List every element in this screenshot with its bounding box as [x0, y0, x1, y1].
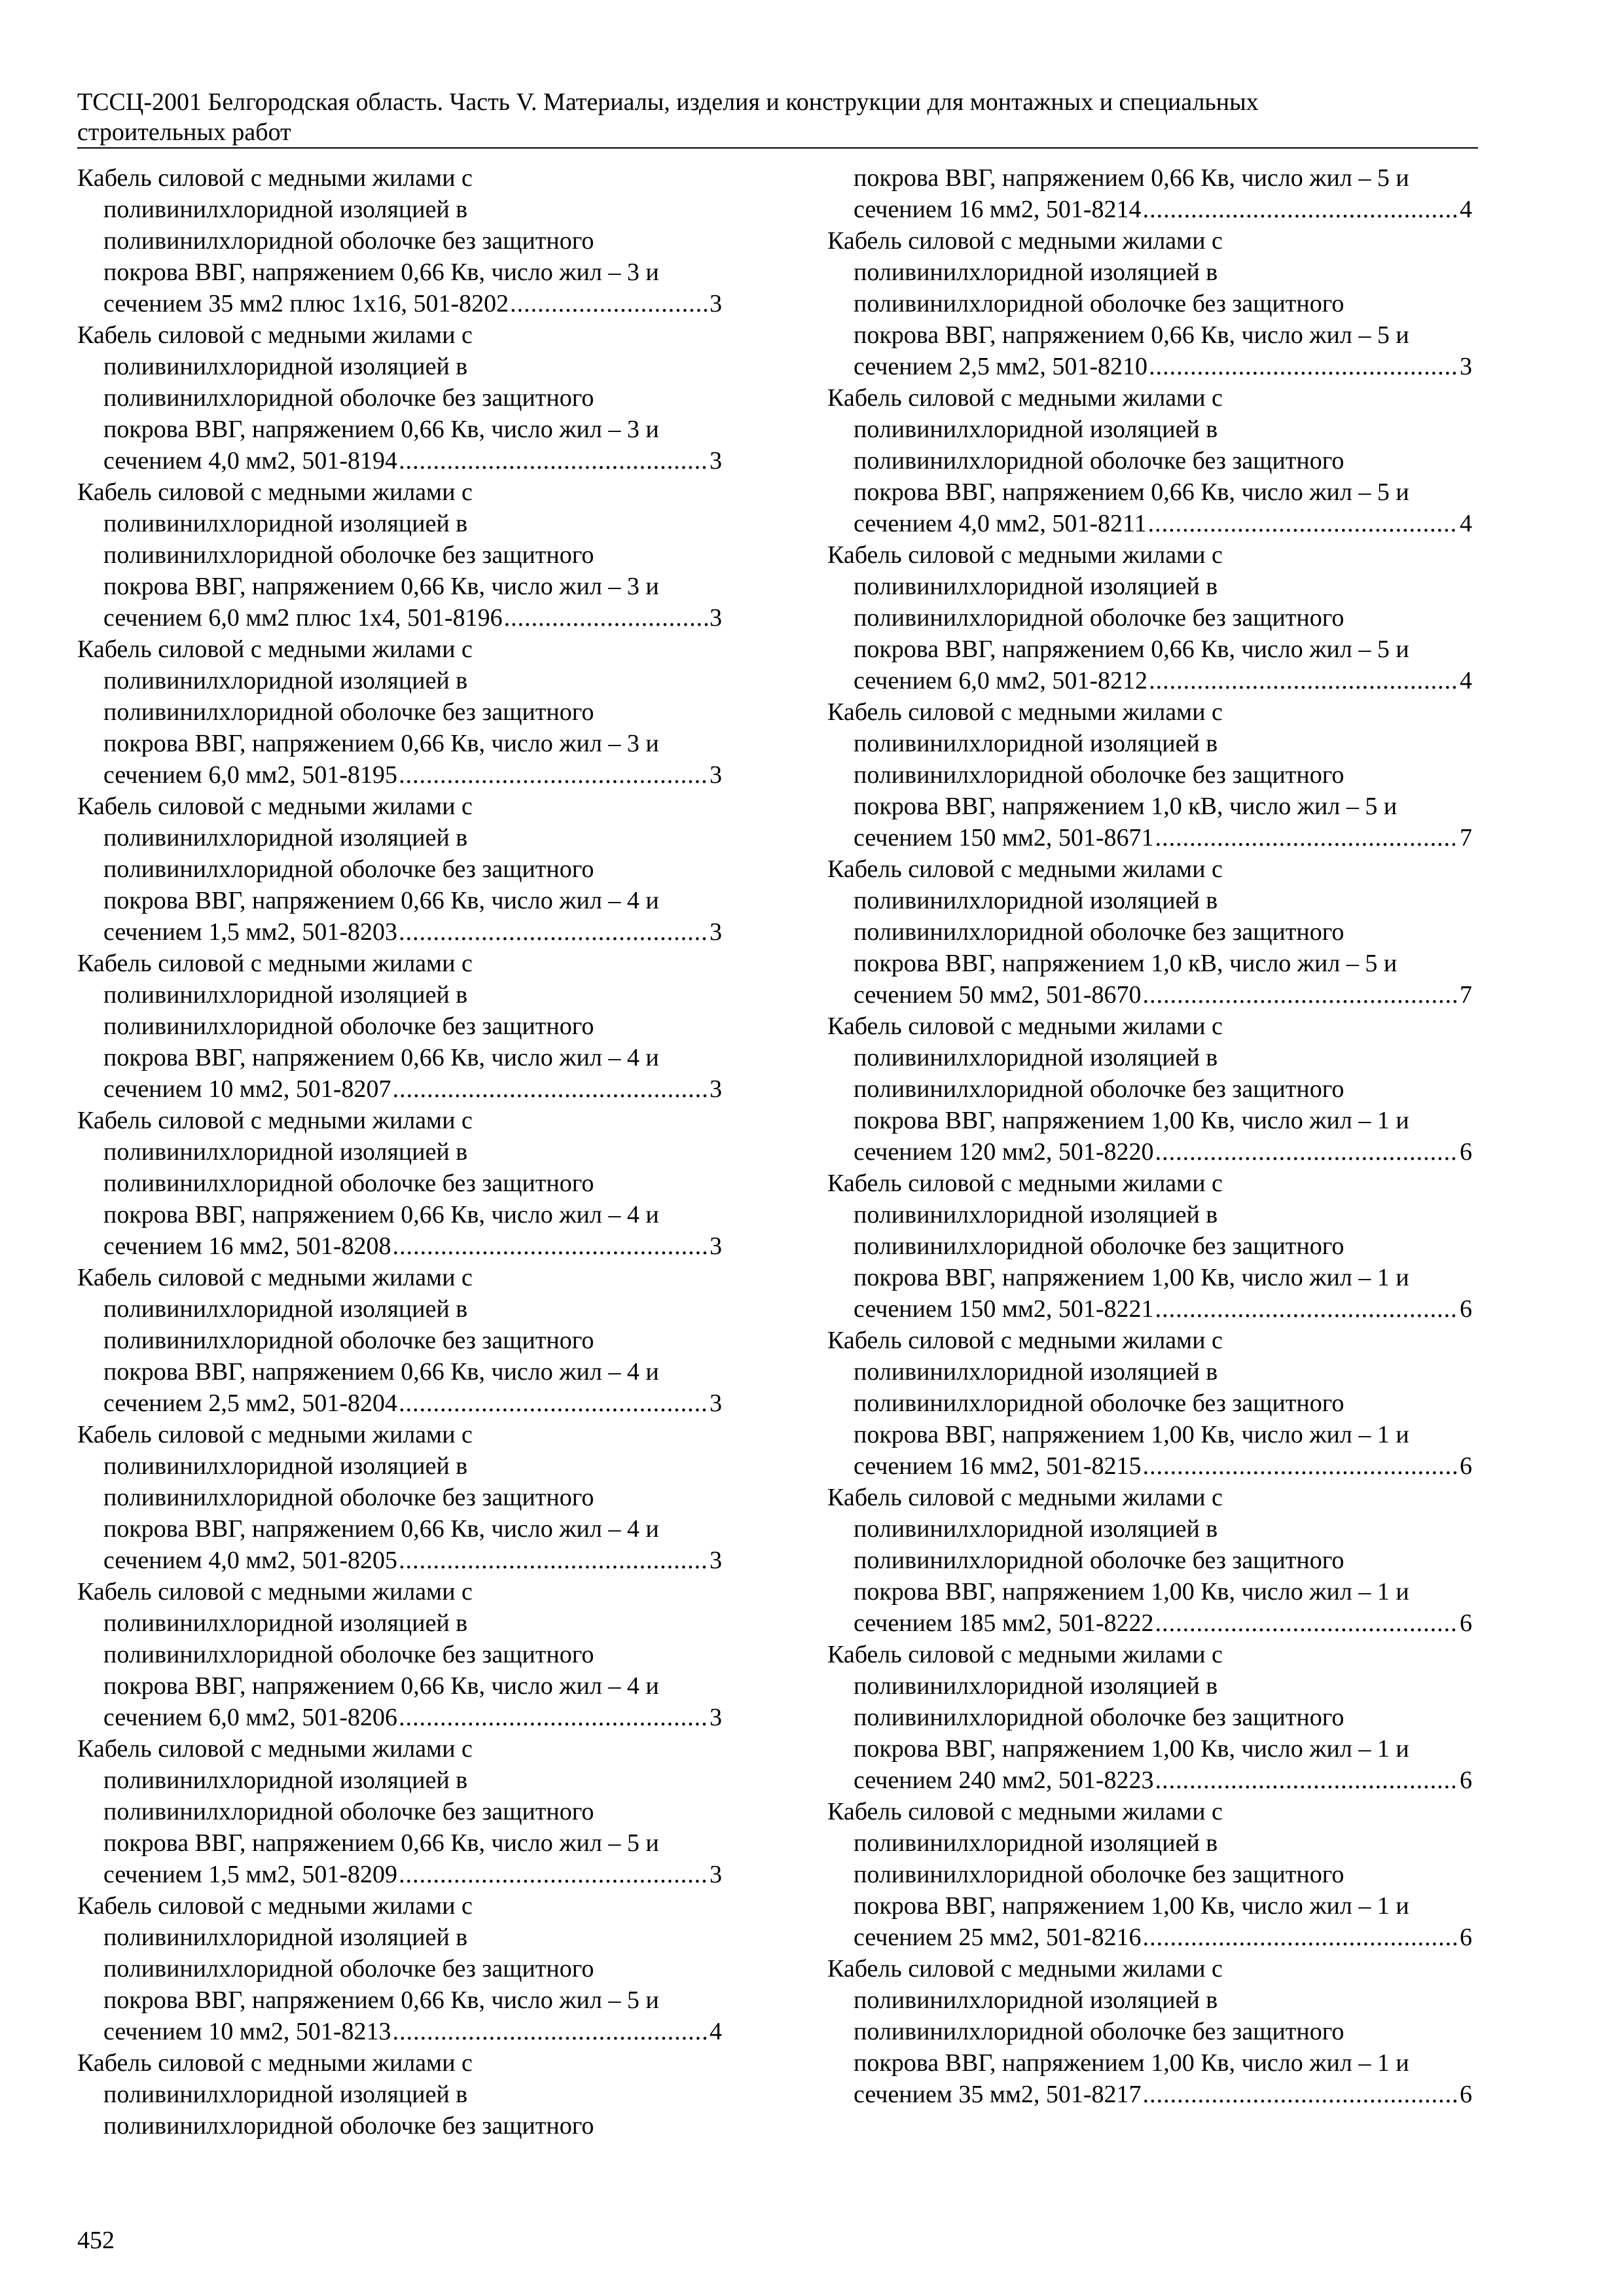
entry-text: покрова ВВГ, напряжением 1,00 Кв, число жил – 1 и	[854, 1735, 1409, 1763]
entry-text: сечением 16 мм2, 501-8215	[854, 1452, 1142, 1480]
entry-line-with-page	[827, 1922, 1472, 1953]
index-entry	[77, 791, 722, 948]
entry-text: поливинилхлоридной оболочке без защитного	[103, 1798, 594, 1825]
page-number: 452	[77, 2227, 115, 2254]
entry-text: поливинилхлоридной изоляцией в	[103, 1452, 468, 1480]
entry-line-with-page	[827, 665, 1472, 696]
dot-leader	[393, 1073, 708, 1105]
entry-text: Кабель силовой с медными жилами с	[827, 1170, 1223, 1197]
entry-text: Кабель силовой с медными жилами с	[827, 1484, 1223, 1511]
entry-text: покрова ВВГ, напряжением 0,66 Кв, число жил – 4 и	[103, 1201, 659, 1229]
entry-text: поливинилхлоридной изоляцией в	[854, 1515, 1218, 1543]
entry-text: покрова ВВГ, напряжением 1,00 Кв, число жил – 1 и	[854, 1892, 1409, 1920]
dot-leader	[504, 602, 708, 634]
entry-text: сечением 35 мм2 плюс 1х16, 501-8202	[103, 290, 509, 317]
entry-text: поливинилхлоридной изоляцией в	[854, 259, 1218, 286]
entry-text: поливинилхлоридной оболочке без защитного	[103, 1641, 594, 1668]
entry-text: покрова ВВГ, напряжением 0,66 Кв, число жил – 3 и	[103, 259, 659, 286]
entry-line-with-page	[827, 822, 1472, 853]
dot-leader	[1143, 979, 1458, 1011]
entry-text: Кабель силовой с медными жилами с	[77, 1892, 473, 1920]
entry-text: поливинилхлоридной изоляцией в	[103, 1295, 468, 1323]
entry-text: Кабель силовой с медными жилами с	[77, 164, 473, 192]
entry-text: поливинилхлоридной изоляцией в	[854, 1358, 1218, 1386]
entry-text: сечением 6,0 мм2, 501-8195	[103, 761, 398, 789]
entry-text: Кабель силовой с медными жилами с	[77, 1735, 473, 1763]
entry-text: поливинилхлоридной оболочке без защитного	[854, 918, 1344, 946]
entry-text: поливинилхлоридной оболочке без защитного	[103, 541, 594, 569]
entry-text: покрова ВВГ, напряжением 0,66 Кв, число жил – 4 и	[103, 1672, 659, 1700]
entry-text: поливинилхлоридной оболочке без защитного	[103, 1484, 594, 1511]
entry-text: покрова ВВГ, напряжением 1,00 Кв, число жил – 1 и	[854, 1421, 1409, 1448]
entry-text: поливинилхлоридной оболочке без защитного	[854, 1861, 1344, 1888]
entry-text: покрова ВВГ, напряжением 0,66 Кв, число жил – 3 и	[103, 573, 659, 600]
dot-leader	[399, 445, 708, 476]
entry-text: покрова ВВГ, напряжением 0,66 Кв, число жил – 4 и	[103, 1044, 659, 1071]
header-title: ТССЦ-2001 Белгородская область. Часть V. Материалы, изделия и конструкции для монтажных и специальных	[77, 88, 1259, 116]
entry-text: поливинилхлоридной изоляцией в	[854, 416, 1218, 443]
entry-text: поливинилхлоридной оболочке без защитного	[854, 447, 1344, 475]
index-entry	[77, 1262, 722, 1419]
entry-text: поливинилхлоридной изоляцией в	[103, 2081, 468, 2108]
entry-line-with-page	[77, 916, 722, 948]
entry-page-ref: 3	[710, 1390, 722, 1417]
entry-line-with-page	[77, 1388, 722, 1419]
entry-text: поливинилхлоридной оболочке без защитного	[854, 1547, 1344, 1574]
index-entry	[77, 1576, 722, 1733]
entry-text: Кабель силовой с медными жилами с	[77, 1107, 473, 1134]
entry-text: сечением 185 мм2, 501-8222	[854, 1609, 1154, 1637]
index-entry	[77, 476, 722, 634]
index-entry	[77, 1733, 722, 1890]
index-entry	[77, 948, 722, 1105]
entry-text: поливинилхлоридной изоляцией в	[854, 573, 1218, 600]
dot-leader	[399, 916, 708, 948]
dot-leader	[399, 1545, 708, 1576]
entry-text: поливинилхлоридной изоляцией в	[854, 1201, 1218, 1229]
entry-text: поливинилхлоридной оболочке без защитного	[854, 604, 1344, 632]
dot-leader	[399, 759, 708, 791]
entry-page-ref: 3	[710, 290, 722, 317]
entry-text: Кабель силовой с медными жилами с	[77, 1264, 473, 1291]
entry-page-ref: 7	[1460, 824, 1472, 852]
entry-text: поливинилхлоридной оболочке без защитного	[103, 227, 594, 255]
dot-leader	[1143, 1922, 1458, 1953]
entry-text: сечением 1,5 мм2, 501-8209	[103, 1861, 398, 1888]
entry-page-ref: 6	[1460, 1924, 1472, 1951]
entry-page-ref: 3	[710, 447, 722, 475]
entry-page-ref: 6	[1460, 1295, 1472, 1323]
entry-text: сечением 240 мм2, 501-8223	[854, 1767, 1154, 1794]
entry-text: Кабель силовой с медными жилами с	[827, 698, 1223, 726]
entry-text: поливинилхлоридной изоляцией в	[103, 1767, 468, 1794]
entry-text: поливинилхлоридной изоляцией в	[854, 1672, 1218, 1700]
entry-page-ref: 6	[1460, 1452, 1472, 1480]
entry-text: сечением 1,5 мм2, 501-8203	[103, 918, 398, 946]
dot-leader	[1155, 822, 1458, 853]
index-entry	[827, 382, 1472, 539]
entry-line-with-page	[77, 602, 722, 634]
dot-leader	[1155, 1136, 1458, 1168]
index-entry	[77, 634, 722, 791]
entry-line-with-page	[827, 979, 1472, 1011]
entry-text: Кабель силовой с медными жилами с	[77, 950, 473, 977]
entry-text: покрова ВВГ, напряжением 0,66 Кв, число жил – 5 и	[854, 636, 1409, 663]
entry-text: сечением 2,5 мм2, 501-8210	[854, 353, 1148, 380]
entry-text: сечением 4,0 мм2, 501-8205	[103, 1547, 398, 1574]
header-title-continued: строительных работ	[77, 118, 291, 146]
entry-page-ref: 3	[710, 918, 722, 946]
entry-text: поливинилхлоридной изоляцией в	[103, 510, 468, 537]
entry-text: сечением 4,0 мм2, 501-8194	[103, 447, 398, 475]
index-entry	[77, 1419, 722, 1576]
entry-page-ref: 3	[710, 1704, 722, 1731]
entry-text: поливинилхлоридной изоляцией в	[854, 1986, 1218, 2014]
entry-text: покрова ВВГ, напряжением 0,66 Кв, число жил – 5 и	[854, 321, 1409, 349]
entry-text: поливинилхлоридной изоляцией в	[103, 196, 468, 223]
entry-text: поливинилхлоридной оболочке без защитного	[103, 1955, 594, 1982]
entry-page-ref: 4	[1460, 196, 1472, 223]
index-entry	[827, 162, 1472, 225]
dot-leader	[510, 288, 708, 319]
entry-text: поливинилхлоридной изоляцией в	[103, 1924, 468, 1951]
entry-line-with-page	[77, 1545, 722, 1576]
entry-text: поливинилхлоридной изоляцией в	[103, 667, 468, 694]
entry-text: поливинилхлоридной изоляцией в	[103, 1138, 468, 1166]
index-entry	[77, 1105, 722, 1262]
entry-text: сечением 10 мм2, 501-8213	[103, 2018, 391, 2045]
entry-page-ref: 4	[710, 2018, 722, 2045]
entry-line-with-page	[77, 1859, 722, 1890]
entry-text: покрова ВВГ, напряжением 0,66 Кв, число жил – 3 и	[103, 730, 659, 757]
entry-page-ref: 3	[710, 1232, 722, 1260]
entry-text: покрова ВВГ, напряжением 1,00 Кв, число жил – 1 и	[854, 1578, 1409, 1605]
entry-text: покрова ВВГ, напряжением 0,66 Кв, число жил – 5 и	[854, 164, 1409, 192]
entry-text: поливинилхлоридной оболочке без защитного	[103, 1327, 594, 1354]
entry-line-with-page	[77, 2016, 722, 2047]
index-entry	[77, 2047, 722, 2142]
entry-text: покрова ВВГ, напряжением 0,66 Кв, число жил – 5 и	[854, 478, 1409, 506]
entry-text: поливинилхлоридной изоляцией в	[854, 730, 1218, 757]
index-entry	[77, 1890, 722, 2047]
index-entry	[827, 225, 1472, 382]
entry-text: Кабель силовой с медными жилами с	[77, 1578, 473, 1605]
index-entry	[827, 539, 1472, 696]
entry-page-ref: 6	[1460, 1138, 1472, 1166]
dot-leader	[1143, 1450, 1458, 1482]
entry-text: Кабель силовой с медными жилами с	[827, 384, 1223, 412]
index-entry	[827, 1796, 1472, 1953]
entry-page-ref: 6	[1460, 1767, 1472, 1794]
entry-text: Кабель силовой с медными жилами с	[77, 636, 473, 663]
entry-text: поливинилхлоридной оболочке без защитного	[103, 2112, 594, 2140]
entry-line-with-page	[827, 1450, 1472, 1482]
entry-text: поливинилхлоридной оболочке без защитного	[103, 384, 594, 412]
entry-text: Кабель силовой с медными жилами с	[827, 227, 1223, 255]
entry-text: покрова ВВГ, напряжением 0,66 Кв, число жил – 4 и	[103, 1358, 659, 1386]
index-entry	[827, 696, 1472, 853]
dot-leader	[1143, 194, 1458, 225]
entry-line-with-page	[827, 1293, 1472, 1325]
entry-page-ref: 3	[710, 761, 722, 789]
entry-page-ref: 3	[710, 1075, 722, 1103]
entry-text: сечением 2,5 мм2, 501-8204	[103, 1390, 398, 1417]
entry-text: поливинилхлоридной оболочке без защитного	[854, 1390, 1344, 1417]
index-column-right	[827, 162, 1472, 2110]
entry-page-ref: 4	[1460, 667, 1472, 694]
running-header	[77, 87, 1478, 149]
entry-text: покрова ВВГ, напряжением 0,66 Кв, число жил – 5 и	[103, 1829, 659, 1857]
entry-text: сечением 150 мм2, 501-8671	[854, 824, 1154, 852]
index-entry	[77, 319, 722, 476]
entry-text: Кабель силовой с медными жилами с	[827, 1327, 1223, 1354]
entry-page-ref: 6	[1460, 2081, 1472, 2108]
entry-page-ref: 3	[1460, 353, 1472, 380]
entry-line-with-page	[77, 288, 722, 319]
index-column-left	[77, 162, 722, 2142]
dot-leader	[399, 1702, 708, 1733]
entry-text: сечением 150 мм2, 501-8221	[854, 1295, 1154, 1323]
index-entry	[827, 1168, 1472, 1325]
dot-leader	[1155, 1293, 1458, 1325]
entry-text: поливинилхлоридной оболочке без защитного	[103, 698, 594, 726]
dot-leader	[393, 2016, 708, 2047]
entry-page-ref: 4	[1460, 510, 1472, 537]
entry-text: покрова ВВГ, напряжением 0,66 Кв, число жил – 3 и	[103, 416, 659, 443]
entry-text: сечением 10 мм2, 501-8207	[103, 1075, 391, 1103]
entry-page-ref: 7	[1460, 981, 1472, 1009]
entry-text: поливинилхлоридной оболочке без защитного	[854, 2018, 1344, 2045]
entry-text: Кабель силовой с медными жилами с	[827, 1013, 1223, 1040]
dot-leader	[1155, 1765, 1458, 1796]
entry-text: поливинилхлоридной оболочке без защитного	[854, 761, 1344, 789]
entry-text: сечением 25 мм2, 501-8216	[854, 1924, 1142, 1951]
entry-line-with-page	[77, 1230, 722, 1262]
entry-text: поливинилхлоридной изоляцией в	[854, 887, 1218, 914]
entry-line-with-page	[827, 351, 1472, 382]
index-entry	[827, 1482, 1472, 1639]
entry-text: поливинилхлоридной оболочке без защитного	[103, 1013, 594, 1040]
entry-text: поливинилхлоридной изоляцией в	[103, 981, 468, 1009]
entry-line-with-page	[77, 1702, 722, 1733]
entry-text: покрова ВВГ, напряжением 0,66 Кв, число жил – 5 и	[103, 1986, 659, 2014]
entry-page-ref: 3	[710, 1547, 722, 1574]
entry-text: Кабель силовой с медными жилами с	[77, 321, 473, 349]
entry-text: покрова ВВГ, напряжением 1,0 кВ, число жил – 5 и	[854, 950, 1398, 977]
entry-text: поливинилхлоридной изоляцией в	[854, 1044, 1218, 1071]
entry-text: сечением 4,0 мм2, 501-8211	[854, 510, 1147, 537]
entry-text: Кабель силовой с медными жилами с	[77, 1421, 473, 1448]
dot-leader	[393, 1230, 708, 1262]
entry-text: поливинилхлоридной оболочке без защитного	[854, 1075, 1344, 1103]
entry-text: сечением 16 мм2, 501-8214	[854, 196, 1142, 223]
entry-text: покрова ВВГ, напряжением 0,66 Кв, число жил – 4 и	[103, 1515, 659, 1543]
entry-text: покрова ВВГ, напряжением 1,00 Кв, число жил – 1 и	[854, 1107, 1409, 1134]
entry-text: сечением 6,0 мм2 плюс 1х4, 501-8196	[103, 604, 503, 632]
entry-text: сечением 6,0 мм2, 501-8206	[103, 1704, 398, 1731]
index-entry	[77, 162, 722, 319]
entry-text: поливинилхлоридной изоляцией в	[103, 1609, 468, 1637]
entry-text: покрова ВВГ, напряжением 1,0 кВ, число жил – 5 и	[854, 793, 1398, 820]
entry-text: Кабель силовой с медными жилами с	[77, 478, 473, 506]
entry-text: Кабель силовой с медными жилами с	[827, 541, 1223, 569]
entry-text: сечением 16 мм2, 501-8208	[103, 1232, 391, 1260]
entry-text: сечением 50 мм2, 501-8670	[854, 981, 1142, 1009]
entry-text: сечением 6,0 мм2, 501-8212	[854, 667, 1148, 694]
entry-text: сечением 35 мм2, 501-8217	[854, 2081, 1142, 2108]
entry-line-with-page	[827, 508, 1472, 539]
entry-text: Кабель силовой с медными жилами с	[827, 1955, 1223, 1982]
entry-text: Кабель силовой с медными жилами с	[827, 1641, 1223, 1668]
entry-page-ref: 6	[1460, 1609, 1472, 1637]
entry-text: Кабель силовой с медными жилами с	[827, 1798, 1223, 1825]
index-entry	[827, 1011, 1472, 1168]
dot-leader	[1143, 2079, 1458, 2110]
entry-line-with-page	[77, 1073, 722, 1105]
entry-text: Кабель силовой с медными жилами с	[827, 855, 1223, 883]
entry-line-with-page	[77, 445, 722, 476]
dot-leader	[1149, 351, 1458, 382]
entry-page-ref: 3	[710, 1861, 722, 1888]
index-entry	[827, 1953, 1472, 2110]
entry-text: поливинилхлоридной оболочке без защитного	[854, 1704, 1344, 1731]
entry-text: сечением 120 мм2, 501-8220	[854, 1138, 1154, 1166]
dot-leader	[1149, 665, 1458, 696]
entry-line-with-page	[827, 1765, 1472, 1796]
entry-page-ref: 3	[710, 604, 722, 632]
entry-text: покрова ВВГ, напряжением 0,66 Кв, число жил – 4 и	[103, 887, 659, 914]
entry-text: Кабель силовой с медными жилами с	[77, 793, 473, 820]
entry-line-with-page	[827, 194, 1472, 225]
entry-text: покрова ВВГ, напряжением 1,00 Кв, число жил – 1 и	[854, 1264, 1409, 1291]
entry-line-with-page	[77, 759, 722, 791]
entry-text: поливинилхлоридной изоляцией в	[854, 1829, 1218, 1857]
entry-text: поливинилхлоридной оболочке без защитного	[854, 1232, 1344, 1260]
entry-text: Кабель силовой с медными жилами с	[77, 2049, 473, 2077]
entry-text: поливинилхлоридной изоляцией в	[103, 353, 468, 380]
entry-text: поливинилхлоридной оболочке без защитного	[854, 290, 1344, 317]
dot-leader	[399, 1388, 708, 1419]
entry-text: покрова ВВГ, напряжением 1,00 Кв, число жил – 1 и	[854, 2049, 1409, 2077]
entry-text: поливинилхлоридной оболочке без защитного	[103, 1170, 594, 1197]
entry-text: поливинилхлоридной оболочке без защитного	[103, 855, 594, 883]
entry-text: поливинилхлоридной изоляцией в	[103, 824, 468, 852]
dot-leader	[1155, 1607, 1458, 1639]
dot-leader	[1148, 508, 1458, 539]
index-entry	[827, 853, 1472, 1011]
entry-line-with-page	[827, 1607, 1472, 1639]
index-entry	[827, 1325, 1472, 1482]
entry-line-with-page	[827, 2079, 1472, 2110]
dot-leader	[399, 1859, 708, 1890]
entry-line-with-page	[827, 1136, 1472, 1168]
index-entry	[827, 1639, 1472, 1796]
